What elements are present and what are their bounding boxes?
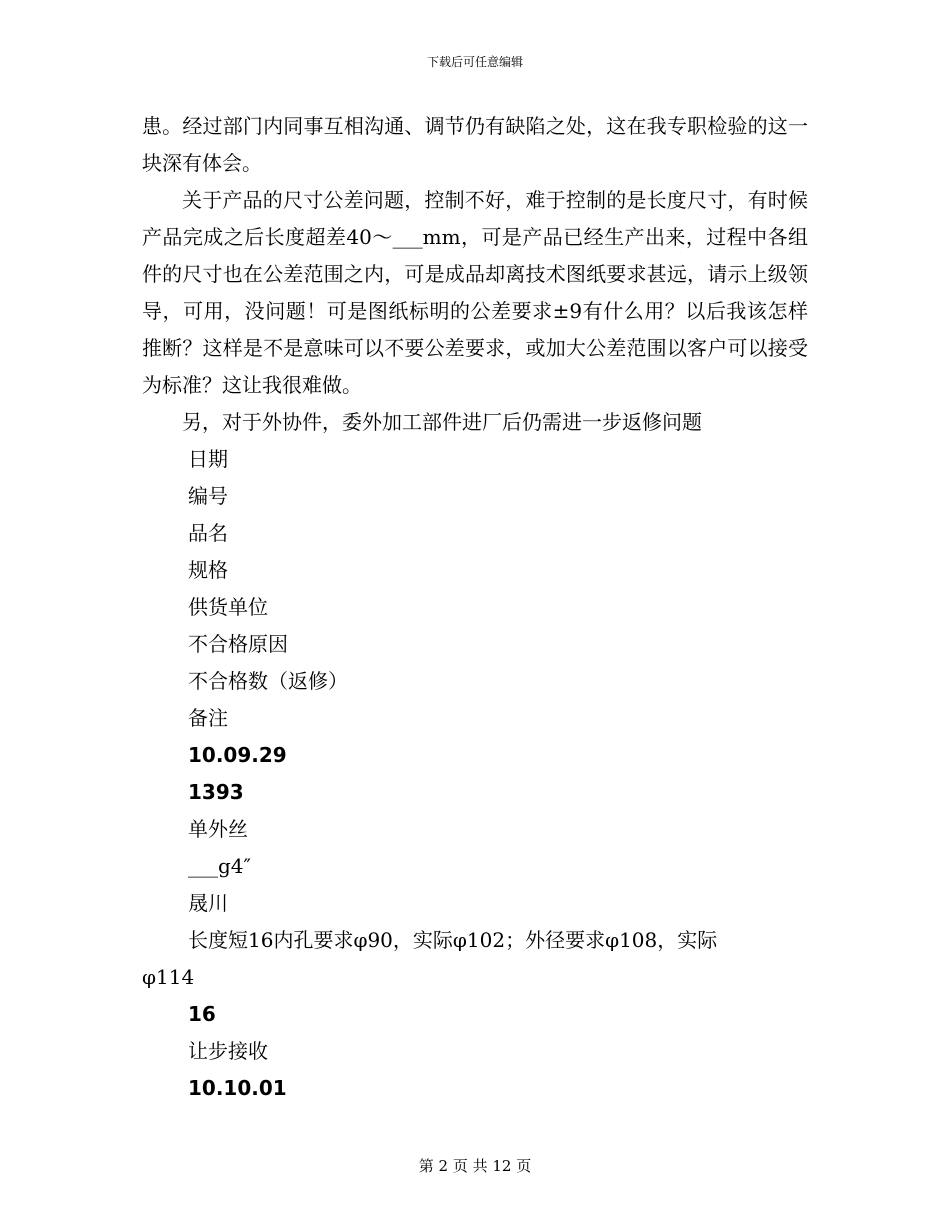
- header-remark: 备注: [188, 706, 228, 730]
- paragraph-3: 另，对于外协件，委外加工部件进厂后仍需进一步返修问题: [182, 410, 702, 434]
- header-date: 日期: [188, 447, 228, 471]
- record-remark: 让步接收: [188, 1039, 268, 1063]
- record-reason: [142, 922, 808, 959]
- header-spec: 规格: [188, 558, 228, 582]
- page-footer: 第 2 页 共 12 页: [418, 1157, 532, 1175]
- paragraph-1: 患。经过部门内同事互相沟通、调节仍有缺陷之处，这在我专职检验的这一块深有体会。: [142, 114, 808, 175]
- record-qty: 16: [188, 1002, 216, 1026]
- paragraph-2: 关于产品的尺寸公差问题，控制不好，难于控制的是长度尺寸，有时候产品完成之后长度超差40～___mm，可是产品已经生产出来，过程中各组件的尺寸也在公差范围之内，可是成品却离技术图纸要求甚远，请示上级领导，可用，没问题！可是图纸标明的公差要求±9有什么用？以后我该怎样推断？这样是不是意味可以不要公差要求，或加大公差范围以客户可以接受为标准？这让我很难做。: [142, 188, 808, 397]
- header-supplier: 供货单位: [188, 595, 268, 619]
- header-number: 编号: [188, 484, 228, 508]
- record-spec: ___g4″: [188, 854, 251, 878]
- record-name: 单外丝: [188, 817, 248, 841]
- record-reason-cont: φ114: [142, 965, 195, 989]
- record-number: 1393: [188, 780, 244, 804]
- header-qty: 不合格数（返修）: [188, 669, 348, 693]
- record-date: 10.09.29: [188, 743, 287, 767]
- document-body: [142, 108, 808, 1107]
- page-header: 下载后可任意编辑: [426, 55, 523, 69]
- header-reason: 不合格原因: [188, 632, 288, 656]
- next-record-date: 10.10.01: [188, 1076, 287, 1100]
- record-reason-line1: 长度短16内孔要求φ90，实际φ102；外径要求φ108，实际: [188, 928, 718, 952]
- header-name: 品名: [188, 521, 228, 545]
- record-supplier: 晟川: [188, 891, 228, 915]
